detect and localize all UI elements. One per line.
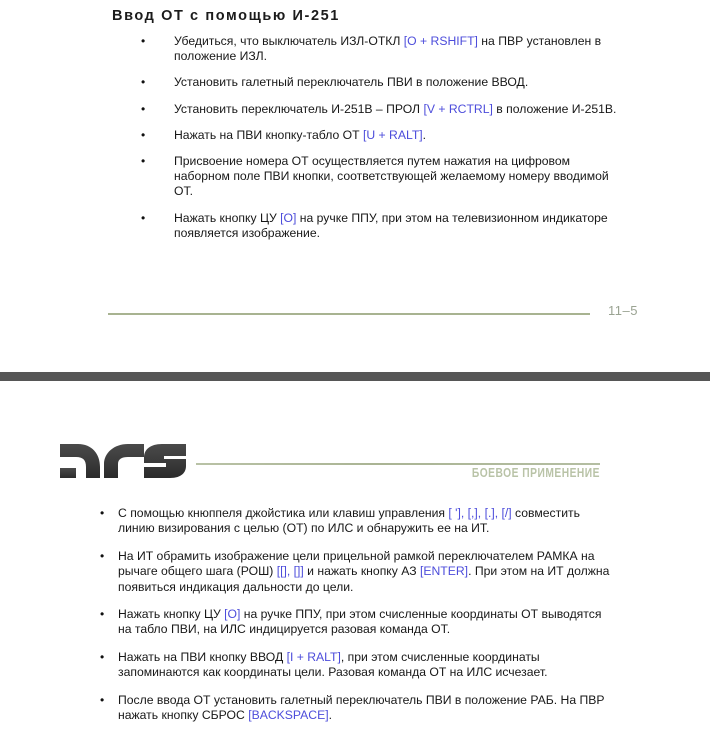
list-item <box>138 34 628 64</box>
list-item-text <box>174 102 616 116</box>
list-item-text <box>118 693 605 722</box>
text-run: Нажать кнопку ЦУ <box>174 210 281 225</box>
text-run: . При этом на ИТ должна появиться индикация дальности до цели. <box>118 564 610 594</box>
key-binding: [ENTER] <box>419 564 469 579</box>
text-run: на ручке ППУ, при этом на телевизионном индикаторе появляется изображение. <box>174 210 608 240</box>
text-run: Нажать на ПВИ кнопку-табло ОТ <box>174 127 363 142</box>
list-item-text <box>174 128 426 142</box>
list-item-text <box>118 506 580 535</box>
instruction-list-page-two <box>100 506 610 735</box>
bullet-icon: • <box>141 75 146 90</box>
text-run: на ручке ППУ, при этом счисленные координаты ОТ выводятся на табло ПВИ, на ИЛС индицируется разовая команда ОТ. <box>118 607 602 637</box>
list-item <box>100 506 610 537</box>
list-item <box>100 693 610 724</box>
text-run: в положение И-251В. <box>492 101 617 116</box>
text-run: С помощью кнюппеля джойстика или клавиш управления <box>118 506 449 520</box>
text-run: на ПВР установлен в положение ИЗЛ. <box>174 34 602 64</box>
bullet-icon: • <box>100 649 105 664</box>
key-binding: [O + RSHIFT] <box>403 34 478 48</box>
key-binding: [I + RALT] <box>286 649 341 664</box>
text-run: . <box>328 708 332 723</box>
list-item-text <box>174 34 601 63</box>
page-number: 11–5 <box>608 303 638 318</box>
key-binding: [ '], [,], [.], [/] <box>448 506 512 520</box>
bullet-icon: • <box>141 154 146 169</box>
key-binding: [O] <box>280 210 297 225</box>
text-run: Установить галетный переключатель ПВИ в положение ВВОД. <box>174 75 529 90</box>
page-break-separator <box>0 372 710 381</box>
text-run: После ввода ОТ установить галетный переключатель ПВИ в положение РАБ. На ПВР нажать кнопку СБРОС <box>118 692 605 723</box>
text-run: Установить переключатель И-251В – ПРОЛ <box>174 101 424 116</box>
page-one <box>0 0 710 372</box>
list-item <box>100 650 610 681</box>
instruction-list-page-one <box>138 34 628 252</box>
list-item-text <box>118 650 548 679</box>
bullet-icon: • <box>141 210 146 225</box>
footer-rule <box>108 313 590 315</box>
list-item <box>138 128 628 143</box>
list-item-text <box>174 75 528 89</box>
bullet-icon: • <box>100 506 105 520</box>
list-item-text <box>174 211 608 240</box>
bullet-icon: • <box>141 127 146 142</box>
text-run: Нажать на ПВИ кнопку ВВОД <box>118 649 287 664</box>
text-run: Присвоение номера ОТ осуществляется путем нажатия на цифровом наборном поле ПВИ кнопки, соответствующей желаемому номеру вводимой ОТ. <box>174 154 609 199</box>
chapter-header-label: БОЕВОЕ ПРИМЕНЕНИЕ <box>471 466 600 480</box>
list-item <box>138 211 628 241</box>
bullet-icon: • <box>100 607 105 622</box>
text-run: Убедиться, что выключатель ИЗЛ-ОТКЛ <box>174 34 404 48</box>
list-item <box>100 549 610 595</box>
bullet-icon: • <box>100 548 105 563</box>
key-binding: [V + RCTRL] <box>423 101 493 116</box>
header-rule <box>196 463 600 465</box>
section-heading: Ввод ОТ с помощью И-251 <box>112 8 340 24</box>
list-item <box>100 607 610 638</box>
dcs-logo <box>58 440 188 482</box>
list-item-text <box>118 549 609 594</box>
key-binding: [U + RALT] <box>362 127 423 142</box>
list-item <box>138 75 628 90</box>
text-run: На ИТ обрамить изображение цели прицельной рамкой переключателем РАМКА на рычаге общего шага (РОШ) <box>118 548 595 579</box>
key-binding: [BACKSPACE] <box>248 708 329 723</box>
text-run: и нажать кнопку АЗ <box>303 564 420 579</box>
list-item <box>138 102 628 117</box>
key-binding: [[], []] <box>276 564 304 579</box>
bullet-icon: • <box>141 34 146 48</box>
bullet-icon: • <box>100 692 105 707</box>
bullet-icon: • <box>141 101 146 116</box>
key-binding: [O] <box>224 607 241 622</box>
list-item-text <box>118 607 601 636</box>
list-item <box>138 154 628 200</box>
text-run: Нажать кнопку ЦУ <box>118 607 225 622</box>
text-run: . <box>422 127 427 142</box>
text-run: , при этом счисленные координаты запоминаются как координаты цели. Разовая команда ОТ на ИЛС исчезает. <box>118 649 548 680</box>
list-item-text <box>174 154 609 198</box>
text-run: совместить линию визирования с целью (ОТ) по ИЛС и обнаружить ее на ИТ. <box>118 506 580 536</box>
